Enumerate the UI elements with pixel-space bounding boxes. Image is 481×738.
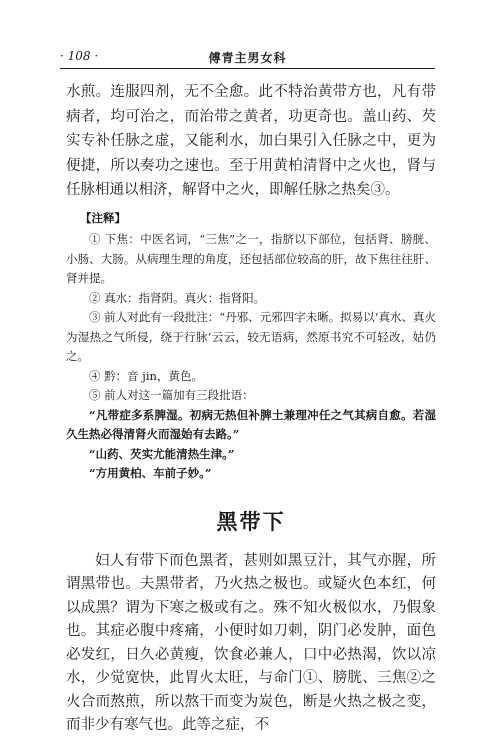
note-quote: “山药、芡实尤能清热生津。”: [89, 446, 235, 461]
note-quote: “凡带症多系脾湿。初病无热但补脾土兼理冲任之气其病自愈。若湿久生热必得清肾火而湿始有去路。”: [66, 407, 436, 441]
notes-section: [66, 209, 436, 484]
notes-heading: 【注释】: [80, 210, 126, 225]
page-header: [60, 49, 435, 67]
page-body: [66, 80, 436, 738]
section-title: 黑带下: [216, 509, 286, 534]
book-title: 傅青主男女科: [208, 51, 287, 65]
note-item: ④ 黔：音 jin，黄色。: [89, 368, 203, 383]
page-number: · 108 ·: [60, 49, 99, 63]
note-quote: “方用黄柏、车前子妙。”: [89, 466, 212, 480]
paragraph-black-leukorrhea: 妇人有带下而色黑者，甚则如黑豆汁，其气亦腥，所谓黑带也。夫黑带者，乃火热之极也。或疑火色本红，何以成黑？谓为下寒之极或有之。殊不知火极似水，乃假象也。其症必腹中疼痛，小便时如刀刺，阴门必发肿，面色必发红，日久必黄瘦，饮食必兼人，口中必热渴，饮以凉水，少觉宽快，此胃火太旺，与命门①、膀胱、三焦②之火合而熬煎，所以熬干而变为炭色，断是火热之极之变，而非少有寒气也。此等之症，不: [66, 552, 436, 733]
note-item: ③ 前人对此有一段批注：“丹邪、元邪四字未晰。拟易以‘真水、真火为湿热之气所侵，绕于行脉’云云，较无语病，然原书究不可轻改，姑仍之。: [66, 310, 436, 363]
note-item: ⑤ 前人对这一篇加有三段批语：: [89, 388, 254, 402]
header-rule: [60, 68, 435, 69]
note-item: ① 下焦：中医名词，“三焦”之一，指脐以下部位，包括肾、膀胱、小肠、大肠。从病理生理的角度，还包括部位较高的肝，故下焦往往肝、肾并提。: [66, 232, 436, 285]
section-body: [66, 550, 436, 738]
paragraph-formula: 水煎。连服四剂，无不全愈。此不特治黄带方也，凡有带病者，均可治之，而治带之黄者，功更奇也。盖山药、芡实专补任脉之虚，又能利水，加白果引入任脉之中，更为便捷，所以奏功之速也。至于用黄柏清肾中之火也，肾与任脉相通以相济，解肾中之火，即解任脉之热矣③。: [66, 84, 436, 198]
note-item: ② 真水：指肾阴。真火：指肾阳。: [89, 290, 266, 305]
